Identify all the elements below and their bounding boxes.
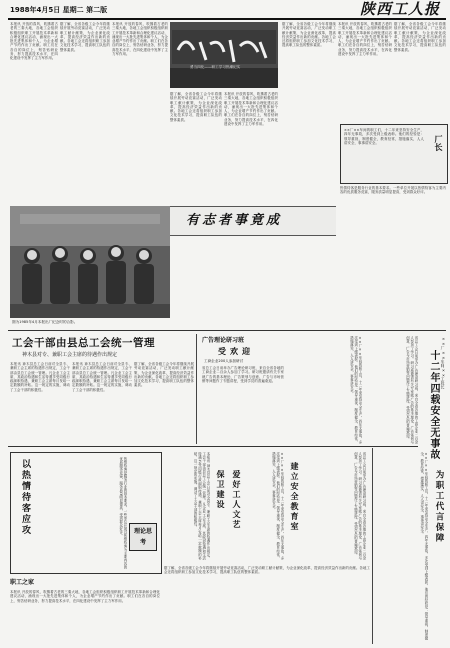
ad-study-headline-2: 受欢迎 xyxy=(218,347,254,356)
right-vertical-kicker: ××厂××车间××工段长 xyxy=(441,336,446,389)
article-text-top-left-2: 据了解，全省各级工会今年将继续开展劳动竞赛活动，广泛发动职工献计献策，为企业深化改革，提高经济效益作出新的贡献。各地工会还将组织职工参加文化技术学习，提高职工队伍的整体素质。 xyxy=(60,22,110,52)
bottom-mid-body-1: 本报讯 神木县总工会日前对全县专、兼职工会主席的待遇作出规定，工会干部由县总工会统一管理。凡企业工会主席，其政治待遇和生活待遇享受同级行政副职待遇，兼职工会主席每月发给一定数额的补贴。这一规定的实施，调动了工会干部的积极性。 xyxy=(193,452,210,560)
main-article-body-3: 据了解，全省各级工会今年将继续开展劳动竞赛活动，广泛发动职工献计献策，为企业深化改革，提高经济效益作出新的贡献。各地工会还将组织职工参加文化技术学习，提高职工队伍的整体素质。 xyxy=(134,362,194,388)
bottom-mid-title-1: 保卫建设 xyxy=(216,470,225,510)
group-photo-image xyxy=(10,206,170,318)
bottom-mid-title-3: 建立安全教育室 xyxy=(290,462,299,532)
ad-study-subtitle: 工商企业200人参加研讨 xyxy=(204,359,244,363)
bottom-left-footer: 职工之家 xyxy=(10,579,35,586)
bottom-left-body: 热情待客是服务行业的基本要求。一些单位开展以热情待客为主要内容的优质服务竞赛，服务质量明显提高，受到群众好评。 xyxy=(118,457,127,569)
calligraphy-photo-overlay-text: 勇当四化——职工学习热潮纪实 xyxy=(190,65,241,69)
section-rule-1 xyxy=(8,330,446,331)
bottom-left-box xyxy=(10,452,162,574)
bottom-left-footer-body: 本报讯 开放的春风，吹拂着古老的三秦大地，各地工会组织积极组织职工开展技术革新和合理化建议活动，涌现出一大批先进集体和个人，为企业增产节约作出了贡献。职工们在各自的岗位上，刻苦钻研业务，努力提高技术水平，在四化建设中发挥了主力军作用。 xyxy=(10,590,160,603)
article-text-right-3: 据了解，全省各级工会今年将继续开展劳动竞赛活动，广泛发动职工献计献策，为企业深化改革，提高经济效益作出新的贡献。各地工会还将组织职工参加文化技术学习，提高职工队伍的整体素质。 xyxy=(394,22,446,52)
article-text-center-2: 本报讯 开放的春风，吹拂着古老的三秦大地，各地工会组织积极组织职工开展技术革新和合理化建议活动，涌现出一大批先进集体和个人，为企业增产节约作出了贡献。职工们在各自的岗位上，刻苦钻研业务，努力提高技术水平，在四化建设中发挥了主力军作用。 xyxy=(224,92,278,127)
section-rule-2 xyxy=(8,446,418,447)
vertical-article-body-1: ××厂××车间的职工们，十二年来坚持安全生产，四年无事故，多次受到上级表彰。他们的经验是：领导重视，制度健全，教育经常，措施落实，人人讲安全，事事讲安全。 xyxy=(349,336,362,444)
right-box-vertical-label: 厂长 xyxy=(434,135,443,151)
right-boxed-item xyxy=(340,124,448,184)
bottom-mid-body-3: 省总工会日前举办广告理论研习班，来自全省各地的工商企业二百余人参加了学习。研习班邀请有关专家就广告的基本理论、广告策划与创意、广告与市场营销等问题作了专题讲授，受到学员的普遍欢迎。 xyxy=(353,452,366,560)
article-text-top-left-3: 本报讯 开放的春风，吹拂着古老的三秦大地，各地工会组织积极组织职工开展技术革新和合理化建议活动，涌现出一大批先进集体和个人，为企业增产节约作出了贡献。职工们在各自的岗位上，刻苦钻研业务，努力提高技术水平，在四化建设中发挥了主力军作用。 xyxy=(112,22,168,57)
bottom-left-vertical-title: 以热情待客应攻 xyxy=(20,459,30,536)
theory-stamp-text: 理论思考 xyxy=(133,528,152,546)
date-line: 1988年4月5日 星期二 第二版 xyxy=(10,6,108,14)
group-photo-caption: 图为1985年4月本报出厂纪念时的合影。 xyxy=(12,320,78,324)
article-text-right-2: 本报讯 开放的春风，吹拂着古老的三秦大地，各地工会组织积极组织职工开展技术革新和合理化建议活动，涌现出一大批先进集体和个人，为企业增产节约作出了贡献。职工们在各自的岗位上，刻苦钻研业务，努力提高技术水平，在四化建设中发挥了主力军作用。 xyxy=(338,22,392,57)
main-subheadline: 神木县对专、兼职工会主席的待遇作出规定 xyxy=(22,352,118,358)
bottom-mid-body-2: ××厂××车间的职工们，十二年来坚持安全生产，四年无事故，多次受到上级表彰。他们的经验是：领导重视，制度健全，教育经常，措施落实，人人讲安全，事事讲安全。 xyxy=(271,452,284,560)
main-article-body-1: 本报讯 神木县总工会日前对全县专、兼职工会主席的待遇作出规定，工会干部由县总工会统一管理。凡企业工会主席，其政治待遇和生活待遇享受同级行政副职待遇，兼职工会主席每月发给一定数额的补贴。这一规定的实施，调动了工会干部的积极性。 xyxy=(10,362,70,392)
article-text-right-1: 据了解，全省各级工会今年将继续开展劳动竞赛活动，广泛发动职工献计献策，为企业深化改革，提高经济效益作出新的贡献。各地工会还将组织职工参加文化技术学习，提高职工队伍的整体素质。 xyxy=(282,22,336,48)
column-rule-bottom-right xyxy=(372,448,373,644)
newspaper-logo: 陕西工人报 xyxy=(360,1,441,18)
right-boxed-text: ××厂××车间的职工们，十二年来坚持安全生产，四年无事故，多次受到上级表彰。他们的经验是：领导重视，制度健全，教育经常，措施落实，人人讲安全，事事讲安全。 xyxy=(344,128,424,145)
article-text-top-left: 本报讯 开放的春风，吹拂着古老的三秦大地，各地工会组织积极组织职工开展技术革新和合理化建议活动，涌现出一大批先进集体和个人，为企业增产节约作出了贡献。职工们在各自的岗位上，刻苦钻研业务，努力提高技术水平，在四化建设中发挥了主力军作用。 xyxy=(10,22,58,61)
calligraphy-photo xyxy=(170,22,278,88)
group-photo xyxy=(10,206,170,318)
ad-study-body: 省总工会日前举办广告理论研习班，来自全省各地的工商企业二百余人参加了学习。研习班邀请有关专家就广告的基本理论、广告策划与创意、广告与市场营销等问题作了专题讲授，受到学员的普遍欢迎。 xyxy=(202,366,284,383)
bottom-right-body: ××厂××车间的职工们，十二年来坚持安全生产，四年无事故，多次受到上级表彰。他们的经验是：领导重视，制度健全，教育经常，措施落实，人人讲安全，事事讲安全。 xyxy=(419,452,428,640)
article-text-right-4: 热情待客是服务行业的基本要求。一些单位开展以热情待客为主要内容的优质服务竞赛，服务质量明显提高，受到群众好评。 xyxy=(340,186,446,195)
brush-headline: 有志者事竟成 xyxy=(186,213,283,228)
right-vertical-title: 十二年四载安全无事故 xyxy=(428,350,439,460)
theory-stamp xyxy=(129,523,157,551)
ad-study-box xyxy=(200,336,286,440)
calligraphy-photo-image xyxy=(170,22,278,88)
main-headline: 工会干部由县总工会统一管理 xyxy=(12,337,155,349)
masthead-rule xyxy=(8,18,446,20)
bottom-wide-body: 据了解，全省各级工会今年将继续开展劳动竞赛活动，广泛发动职工献计献策，为企业深化改革，提高经济效益作出新的贡献。各地工会还将组织职工参加文化技术学习，提高职工队伍的整体素质。 xyxy=(164,566,370,575)
bottom-right-vertical-title: 为职工代言保障 xyxy=(434,470,444,544)
brush-headline-bar xyxy=(170,206,336,236)
vertical-article-body-2: 省总工会日前举办广告理论研习班，来自全省各地的工商企业二百余人参加了学习。研习班邀请有关专家就广告的基本理论、广告策划与创意、广告与市场营销等问题作了专题讲授，受到学员的普遍欢迎。 xyxy=(405,336,418,444)
bottom-mid-title-2: 爱好工人文艺 xyxy=(232,470,241,530)
main-article-body-2: 本报讯 神木县总工会日前对全县专、兼职工会主席的待遇作出规定，工会干部由县总工会统一管理。凡企业工会主席，其政治待遇和生活待遇享受同级行政副职待遇，兼职工会主席每月发给一定数额的补贴。这一规定的实施，调动了工会干部的积极性。 xyxy=(72,362,132,392)
column-rule-mid xyxy=(196,334,197,444)
article-text-center-1: 据了解，全省各级工会今年将继续开展劳动竞赛活动，广泛发动职工献计献策，为企业深化改革，提高经济效益作出新的贡献。各地工会还将组织职工参加文化技术学习，提高职工队伍的整体素质。 xyxy=(170,92,222,122)
ad-study-headline-1: 广告理论研习班 xyxy=(202,337,245,344)
